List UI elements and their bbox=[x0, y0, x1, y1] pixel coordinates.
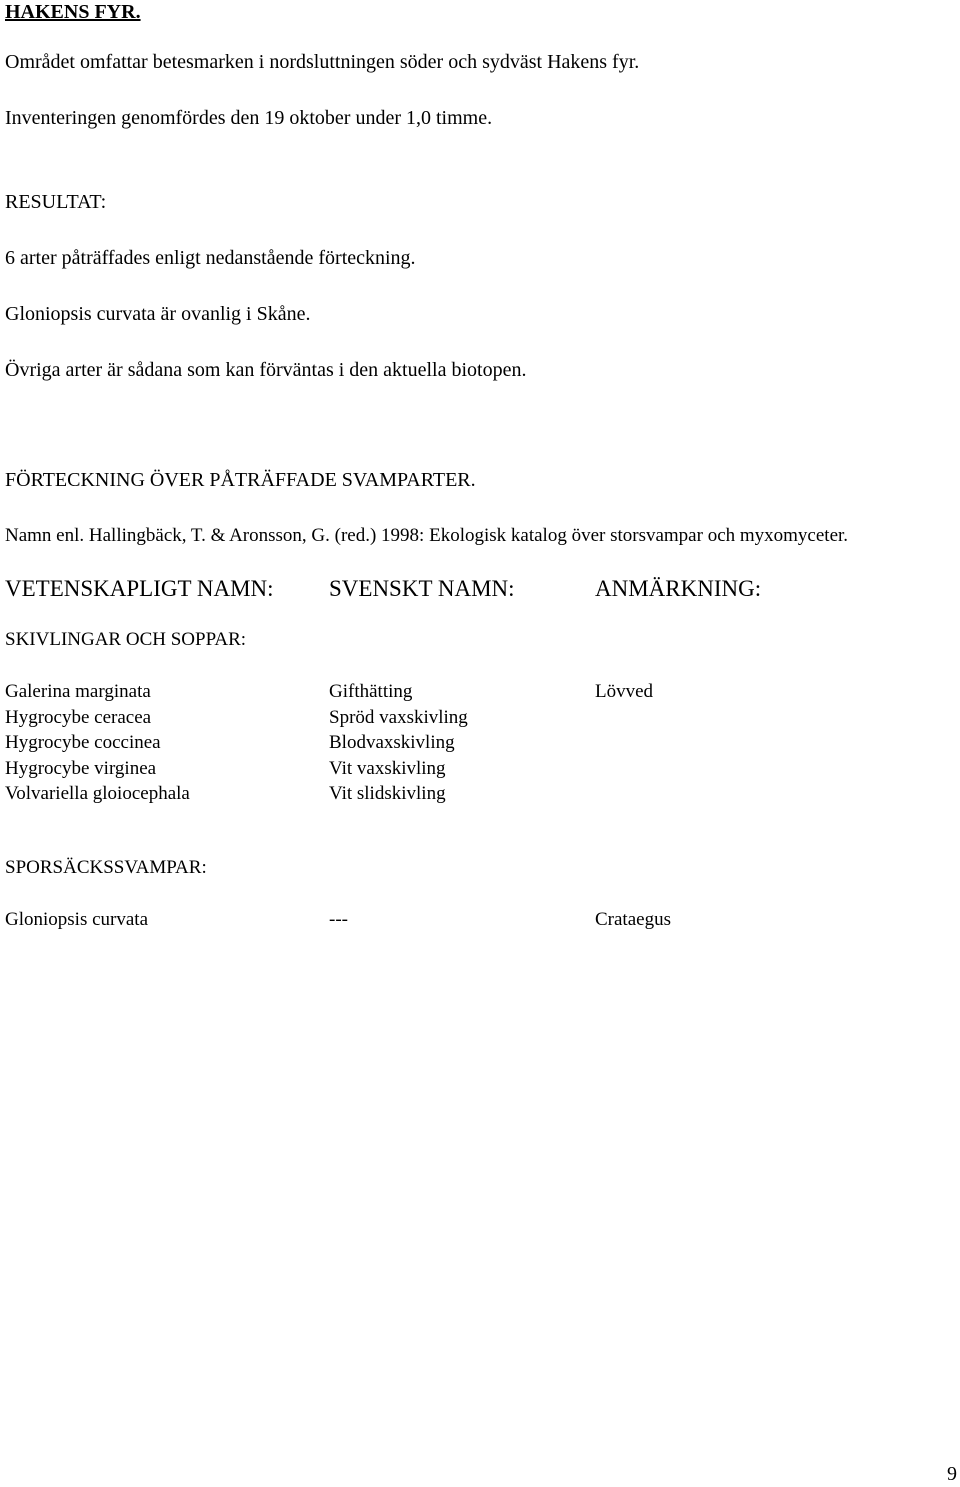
table-row bbox=[0, 705, 960, 731]
table-row bbox=[0, 907, 960, 933]
naming-reference: Namn enl. Hallingbäck, T. & Aronsson, G. (red.) 1998: Ekologisk katalog över storsvampar och myxomyceter. bbox=[5, 525, 849, 546]
scientific-name-cell: Galerina marginata bbox=[5, 681, 151, 702]
table-row bbox=[0, 756, 960, 782]
result-line: Gloniopsis curvata är ovanlig i Skåne. bbox=[5, 303, 311, 325]
intro-survey-date: Inventeringen genomfördes den 19 oktober under 1,0 timme. bbox=[5, 107, 493, 129]
page-number: 9 bbox=[947, 1463, 957, 1485]
section-heading-gilled-fungi: SKIVLINGAR OCH SOPPAR: bbox=[5, 629, 247, 650]
swedish-name-cell: Vit vaxskivling bbox=[329, 757, 446, 779]
remark-cell: Lövved bbox=[595, 681, 654, 702]
scientific-name-cell: Hygrocybe virginea bbox=[5, 757, 157, 779]
swedish-name-cell: Spröd vaxskivling bbox=[329, 706, 468, 728]
swedish-name-cell: Gifthätting bbox=[329, 681, 413, 702]
remark-cell: Crataegus bbox=[595, 909, 671, 930]
scientific-name-cell: Volvariella gloiocephala bbox=[5, 783, 190, 804]
result-line: Övriga arter är sådana som kan förväntas i den aktuella biotopen. bbox=[5, 359, 527, 381]
table-row bbox=[0, 679, 960, 705]
result-line: 6 arter påträffades enligt nedanstående förteckning. bbox=[5, 247, 416, 269]
swedish-name-cell: Vit slidskivling bbox=[329, 783, 446, 804]
page-title: HAKENS FYR. bbox=[5, 1, 141, 23]
column-header-swedish-name: SVENSKT NAMN: bbox=[329, 576, 515, 601]
species-table-gilled-fungi bbox=[0, 679, 960, 807]
table-row bbox=[0, 730, 960, 756]
intro-area-description: Området omfattar betesmarken i nordsluttningen söder och sydväst Hakens fyr. bbox=[5, 51, 640, 73]
scientific-name-cell: Gloniopsis curvata bbox=[5, 909, 149, 930]
swedish-name-cell: Blodvaxskivling bbox=[329, 732, 455, 753]
species-table-sac-fungi bbox=[0, 907, 960, 933]
result-heading: RESULTAT: bbox=[5, 191, 107, 213]
species-list-heading: FÖRTECKNING ÖVER PÅTRÄFFADE SVAMPARTER. bbox=[5, 469, 476, 491]
column-header-remark: ANMÄRKNING: bbox=[595, 576, 762, 601]
section-heading-sac-fungi: SPORSÄCKSSVAMPAR: bbox=[5, 857, 207, 878]
column-header-scientific-name: VETENSKAPLIGT NAMN: bbox=[5, 576, 274, 601]
scientific-name-cell: Hygrocybe coccinea bbox=[5, 732, 161, 753]
scientific-name-cell: Hygrocybe ceracea bbox=[5, 706, 152, 728]
swedish-name-cell: --- bbox=[329, 909, 348, 930]
table-row bbox=[0, 781, 960, 807]
